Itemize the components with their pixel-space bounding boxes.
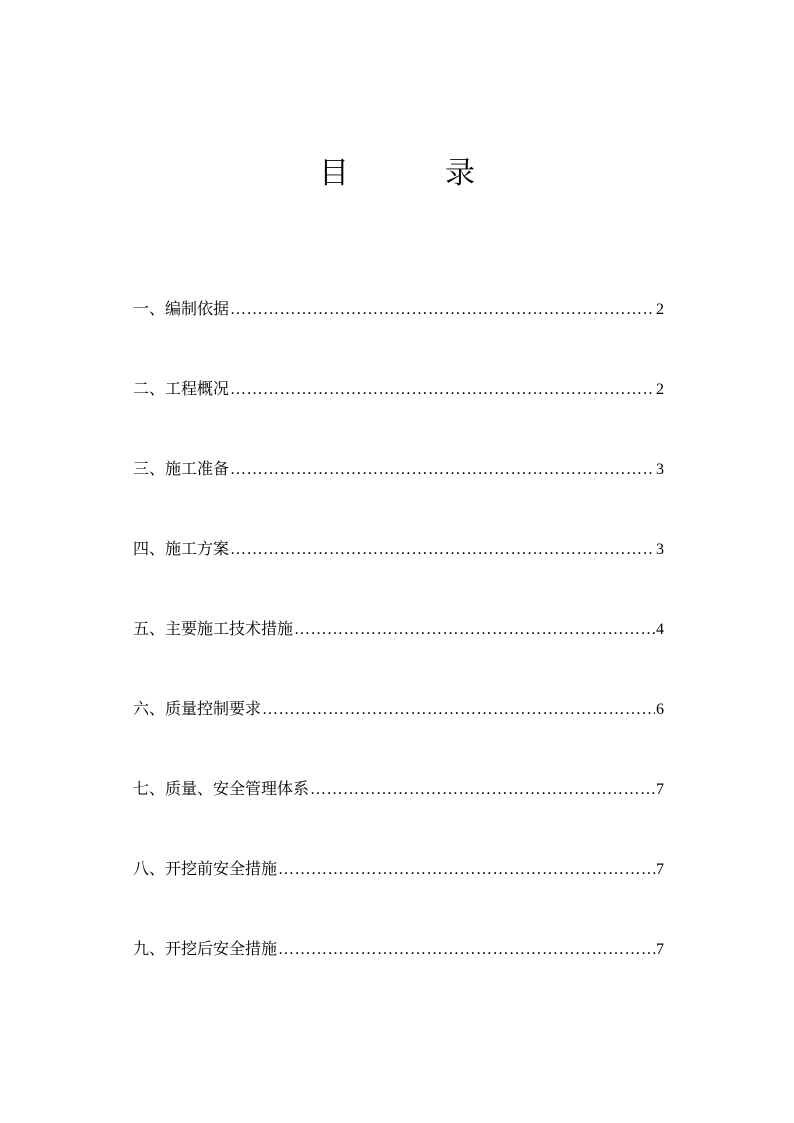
toc-entry-label: 二、工程概况 [133, 379, 230, 398]
toc-entry-label: 七、质量、安全管理体系 [133, 779, 310, 798]
toc-entry-page: 2 [656, 301, 664, 318]
toc-entry-label: 四、施工方案 [133, 539, 230, 558]
toc-entry-label: 五、主要施工技术措施 [133, 619, 294, 638]
toc-dot-leader [230, 532, 655, 568]
toc-entry-page: 3 [656, 461, 664, 478]
toc-entry-8[interactable] [133, 851, 664, 931]
toc-entry-2[interactable] [133, 371, 664, 451]
toc-entry-label: 三、施工准备 [133, 459, 230, 478]
page-title [0, 152, 794, 196]
toc-dot-leader [230, 452, 655, 488]
toc-entry-label: 一、编制依据 [133, 299, 230, 318]
toc-entry-page: 7 [656, 861, 664, 878]
toc-entry-page: 6 [656, 701, 664, 718]
toc-dot-leader [230, 372, 655, 408]
toc-dot-leader [230, 292, 655, 328]
toc-entry-6[interactable] [133, 691, 664, 771]
toc-entry-4[interactable] [133, 531, 664, 611]
toc-entry-label: 六、质量控制要求 [133, 699, 262, 718]
toc-entry-label: 九、开挖后安全措施 [133, 939, 278, 958]
toc-dot-leader [262, 692, 655, 728]
toc-dot-leader [278, 852, 655, 888]
toc-entry-label: 八、开挖前安全措施 [133, 859, 278, 878]
toc-entry-page: 7 [656, 781, 664, 798]
toc-entry-5[interactable] [133, 611, 664, 691]
toc-entry-page: 2 [656, 381, 664, 398]
toc-entry-7[interactable] [133, 771, 664, 851]
title-char-left: 目 [319, 156, 349, 191]
toc-dot-leader [278, 932, 655, 968]
toc-entry-page: 4 [656, 621, 664, 638]
toc-entry-page: 3 [656, 541, 664, 558]
title-char-right: 录 [445, 156, 475, 191]
table-of-contents [133, 291, 664, 1011]
toc-entry-1[interactable] [133, 291, 664, 371]
toc-entry-3[interactable] [133, 451, 664, 531]
toc-dot-leader [294, 612, 655, 648]
toc-dot-leader [310, 772, 655, 808]
toc-entry-page: 7 [656, 941, 664, 958]
toc-entry-9[interactable] [133, 931, 664, 1011]
